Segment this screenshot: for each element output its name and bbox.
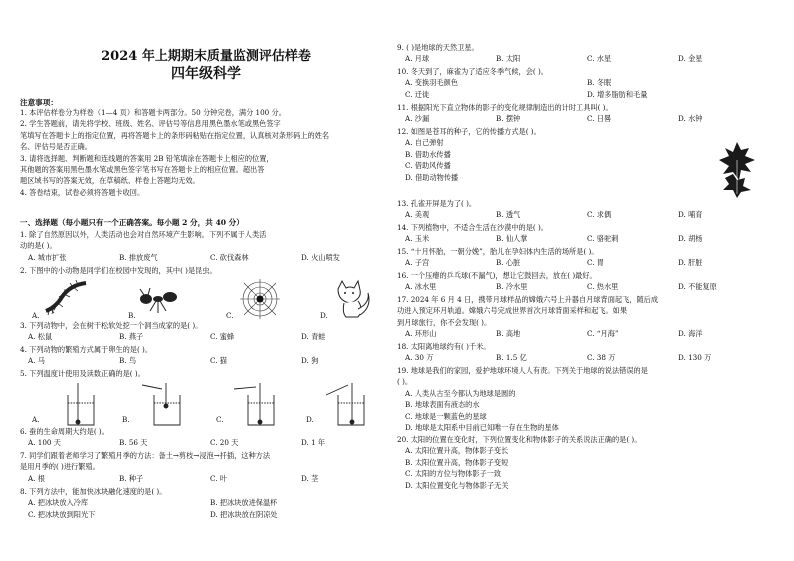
question-stem: 12. 如图是苍耳的种子，它的传播方式是( )。 <box>397 127 541 136</box>
option-b[interactable]: B. 排放废气 <box>119 252 158 262</box>
note-line: 题区域书写的答案无效，在草稿纸、样卷上答题均无效。 <box>20 176 200 186</box>
option-c[interactable]: C. 胃 <box>587 258 604 268</box>
options-row <box>20 473 392 484</box>
question-10 <box>397 66 769 100</box>
question-stem: 3. 下列动物中，会在树干松软处挖一个洞当成家的是( )。 <box>20 321 203 330</box>
question-stem: 7. 同学们跟着老师学习了繁殖月季的方法：备土→剪枝→浸泡→扦插，这种方法 <box>20 451 271 460</box>
cocklebur-seed-icon <box>715 140 761 198</box>
options-row <box>397 89 769 100</box>
option-c[interactable]: C. 20 天 <box>210 438 239 448</box>
question-14 <box>397 222 769 245</box>
option-b[interactable]: B. 鸟 <box>119 356 137 366</box>
options-row <box>20 331 392 342</box>
option-a[interactable]: A. 美观 <box>405 210 430 220</box>
question-stem: 8. 下列方法中，能加快冰块融化速度的是( )。 <box>20 487 167 496</box>
options-row <box>397 281 769 292</box>
option-a[interactable]: A. <box>32 415 40 424</box>
option-a[interactable]: A. 自己弹射 <box>405 138 444 148</box>
option-d[interactable]: D. 火山喷发 <box>301 252 340 262</box>
option-b[interactable]: B. 摆钟 <box>496 114 521 124</box>
option-c[interactable]: C. <box>226 311 234 320</box>
question-stem: 16. 一个压瘪的乒乓球(不漏气)，想让它鼓回去，放在( )最好。 <box>397 271 597 280</box>
section-heading: 一、选择题（每小题只有一个正确答案。每小题 2 分，共 40 分） <box>20 218 244 227</box>
question-stem: 功进入预定环月轨道。嫦娥六号完成世界首次月球背面采样和起飞。如果 <box>397 306 628 316</box>
options-row <box>397 209 769 220</box>
option-d[interactable]: D. 太阳位置变化与物体影子无关 <box>405 480 509 490</box>
options-row <box>20 437 392 448</box>
option-a[interactable]: A. 环形山 <box>405 329 437 339</box>
option-c[interactable]: C. <box>216 415 224 424</box>
option-a[interactable]: A. 沙漏 <box>405 114 430 124</box>
option-a[interactable]: A. <box>32 311 40 320</box>
option-a[interactable]: A. 松鼠 <box>28 332 53 342</box>
spider-icon <box>240 279 280 319</box>
centipede-icon <box>42 277 92 317</box>
option-d[interactable]: D. 茎 <box>301 473 319 483</box>
option-a[interactable]: A. 太阳位置升高，物体影子变长 <box>405 446 509 456</box>
option-b[interactable]: B. 地球表面有液态的水 <box>405 400 480 410</box>
question-stem: 10. 冬天到了，麻雀为了适应冬季气候，会( )。 <box>397 67 548 76</box>
option-c[interactable]: C. 地球是一颗蓝色的星球 <box>405 411 487 421</box>
question-17 <box>397 294 769 340</box>
option-a[interactable]: A. 马 <box>28 356 45 366</box>
question-5 <box>20 368 392 379</box>
question-stem: 20. 太阳的位置在变化时，下列位置变化和物体影子的关系说法正确的是( )。 <box>397 435 642 444</box>
question-stem: 15. “十月怀胎，一朝分娩”，胎儿在孕妇体内生活的场所是( )。 <box>397 247 599 256</box>
option-d[interactable]: D. 金星 <box>678 54 703 64</box>
option-d[interactable]: D. <box>306 415 314 424</box>
question-stem: 2. 下图中的小动物是同学们在校园中发现的，其中( )是昆虫。 <box>20 266 217 275</box>
question-12 <box>397 126 769 183</box>
option-d[interactable]: D. 把冰块放在阴凉处 <box>210 509 278 519</box>
question-stem: 是用月季的( )进行繁殖。 <box>20 462 100 472</box>
option-a[interactable]: A. 变换羽毛颜色 <box>405 78 458 88</box>
option-a[interactable]: A. 30 万 <box>405 353 434 363</box>
note-line: 1. 本评估样卷分为样卷（1—4 页）和答题卡两部分。50 分钟完卷，满分 100 分。 <box>20 108 286 117</box>
option-d[interactable]: D. 不能复原 <box>678 282 717 292</box>
question-19 <box>397 365 769 433</box>
option-a[interactable]: A. 冰水里 <box>405 282 437 292</box>
question-16 <box>397 270 769 293</box>
option-a[interactable]: A. 100 天 <box>28 438 61 448</box>
question-stem: 14. 下列植物中，不适合生活在沙漠中的是( )。 <box>397 223 548 232</box>
exam-subtitle: 四年级科学 <box>171 66 241 82</box>
option-b[interactable]: B. 借助水传播 <box>405 149 451 159</box>
option-a[interactable]: A. 城市扩张 <box>28 252 67 262</box>
options-row <box>397 77 769 88</box>
option-b[interactable]: B. 燕子 <box>119 332 144 342</box>
exam-title: 2024 年上期期末质量监测评估样卷 <box>101 49 311 64</box>
fox-icon <box>332 279 372 319</box>
option-c[interactable]: C. 叶 <box>210 473 227 483</box>
option-a[interactable]: A. 根 <box>28 473 45 483</box>
note-line: 3. 请将选择题、判断题和连线题的答案用 2B 铅笔填涂在答题卡上相应的位置， <box>20 153 274 163</box>
note-line: 名、评估号是否正确。 <box>20 142 92 152</box>
option-d[interactable]: D. 130 万 <box>678 353 712 363</box>
option-c[interactable]: C. 日晷 <box>587 114 612 124</box>
options-row <box>397 352 769 363</box>
option-a[interactable]: A. 玉米 <box>405 234 430 244</box>
question-stem: 5. 下列温度计使用及读数正确的是( )。 <box>20 369 145 378</box>
question-stem: 11. 根据阳光下直立物体的影子的变化规律制造出的计时工具叫( )。 <box>397 103 613 112</box>
question-9 <box>397 42 769 65</box>
option-b[interactable]: B. 冷水里 <box>496 282 528 292</box>
notes-heading: 注意事项： <box>20 98 58 107</box>
option-b[interactable]: B. 透气 <box>496 210 521 220</box>
question-1 <box>20 229 392 263</box>
option-b[interactable]: B. 种子 <box>119 473 144 483</box>
option-b[interactable]: B. <box>122 415 130 424</box>
option-d[interactable]: D. 水钟 <box>678 114 703 124</box>
question-6 <box>20 426 392 449</box>
option-b[interactable]: B. 太阳位置升高，物体影子变短 <box>405 457 509 467</box>
option-d[interactable]: D. 借助动物传播 <box>405 172 459 182</box>
option-d[interactable]: D. 狗 <box>301 356 319 366</box>
question-stem: 到月球旅行，你不会发现( )。 <box>397 317 492 327</box>
question-7 <box>20 450 392 484</box>
note-line: 其他题的答案用黑色墨水笔或黑色签字笔书写在答题卡上的相应位置。超出答 <box>20 164 265 174</box>
option-d[interactable]: D. 海洋 <box>678 329 703 339</box>
option-c[interactable]: C. 砍伐森林 <box>210 252 249 262</box>
question-stem: 1. 除了自然原因以外，人类活动也会对自然环境产生影响。下列不属于人类活 <box>20 230 267 239</box>
option-c[interactable]: C. 骆驼刺 <box>587 234 619 244</box>
option-c[interactable]: C. 热水里 <box>587 282 619 292</box>
question-3 <box>20 320 392 343</box>
question-20 <box>397 434 769 491</box>
question-stem: ( )。 <box>397 377 413 387</box>
option-d[interactable]: D. 哺育 <box>678 210 703 220</box>
options-row <box>20 252 392 263</box>
option-d[interactable]: D. 肝脏 <box>678 258 703 268</box>
option-a[interactable]: A. 把冰块放入冷库 <box>28 498 89 508</box>
option-d[interactable]: D. 胡杨 <box>678 234 703 244</box>
options-row <box>397 53 769 64</box>
option-b[interactable]: B. 仙人掌 <box>496 234 528 244</box>
option-c[interactable]: C. 38 万 <box>587 353 616 363</box>
option-d[interactable]: D. 增多脂肪和毛量 <box>587 89 648 99</box>
option-b[interactable]: B. 56 天 <box>119 438 148 448</box>
note-line: 笔填写在答题卡上的指定位置，再将答题卡上的条形码粘贴在指定位置，认真核对条形码上的姓名 <box>20 130 330 140</box>
question-18 <box>397 341 769 364</box>
question-stem: 6. 蚕的生命周期大约是( )。 <box>20 427 109 436</box>
question-stem: 17. 2024 年 6 月 4 日，携带月球样品的嫦娥六号上升器自月球背面起飞，随后成 <box>397 295 659 304</box>
option-b[interactable]: B. 心脏 <box>496 258 521 268</box>
note-line: 2. 学生答题前，请先将学校、班级、姓名、评估号等信息用黑色墨水笔或黑色签字 <box>20 119 281 129</box>
option-c[interactable]: C. 猫 <box>210 356 227 366</box>
question-13 <box>397 198 769 221</box>
option-c[interactable]: C. 蜜蜂 <box>210 332 235 342</box>
question-stem: 4. 下列动物的繁殖方式属于卵生的是( )。 <box>20 345 153 354</box>
options-row <box>397 113 769 124</box>
option-c[interactable]: C. 求偶 <box>587 210 612 220</box>
option-d[interactable]: D. 地球是太阳系中目前已知唯一存在生物的星体 <box>405 422 559 432</box>
question-2 <box>20 265 392 276</box>
option-c[interactable]: C. 太阳的方位与物体影子一致 <box>405 469 502 479</box>
question-stem: 13. 孔雀开屏是为了( )。 <box>397 199 477 208</box>
option-b[interactable]: B. 冬眠 <box>587 78 612 88</box>
question-stem: 9. ( )是地球的天然卫星。 <box>397 43 479 52</box>
option-b[interactable]: B. 把冰块放进保温杯 <box>210 498 278 508</box>
question-11 <box>397 102 769 125</box>
option-c[interactable]: C. 水星 <box>587 54 612 64</box>
options-row <box>397 233 769 244</box>
options-row <box>397 328 769 339</box>
options-row <box>20 497 392 508</box>
question-15 <box>397 246 769 269</box>
note-line: 4. 答卷结束，试卷必须将答题卡收回。 <box>20 187 145 197</box>
question-stem: 动的是( )。 <box>20 241 57 251</box>
option-d[interactable]: D. <box>320 311 328 320</box>
question-8 <box>20 486 392 520</box>
option-c[interactable]: C. 把冰块放到阳光下 <box>28 509 96 519</box>
option-d[interactable]: D. 青蛙 <box>301 332 326 342</box>
option-a[interactable]: A. 子宫 <box>405 258 430 268</box>
options-row <box>20 355 392 366</box>
notes-block <box>20 107 392 198</box>
options-row <box>397 257 769 268</box>
option-c[interactable]: C. “月海” <box>587 329 619 339</box>
option-a[interactable]: A. 人类从古至今都认为地球是圆的 <box>405 388 516 398</box>
option-b[interactable]: B. 1.5 亿 <box>496 353 527 363</box>
option-d[interactable]: D. 1 年 <box>301 438 326 448</box>
option-c[interactable]: C. 迁徙 <box>405 89 430 99</box>
options-row <box>20 509 392 520</box>
option-b[interactable]: B. 太阳 <box>496 54 521 64</box>
option-b[interactable]: B. <box>128 311 136 320</box>
question-stem: 18. 太阳离地球约有( )千米。 <box>397 342 491 351</box>
ant-icon <box>138 287 182 315</box>
option-a[interactable]: A. 月球 <box>405 54 430 64</box>
question-stem: 19. 地球是我们的家园，爱护地球环境人人有责。下列关于地球的说法错误的是 <box>397 366 648 375</box>
thermometer-beaker-icon <box>38 381 368 431</box>
option-b[interactable]: B. 高地 <box>496 329 521 339</box>
question-4 <box>20 344 392 367</box>
option-c[interactable]: C. 借助风传播 <box>405 161 451 171</box>
